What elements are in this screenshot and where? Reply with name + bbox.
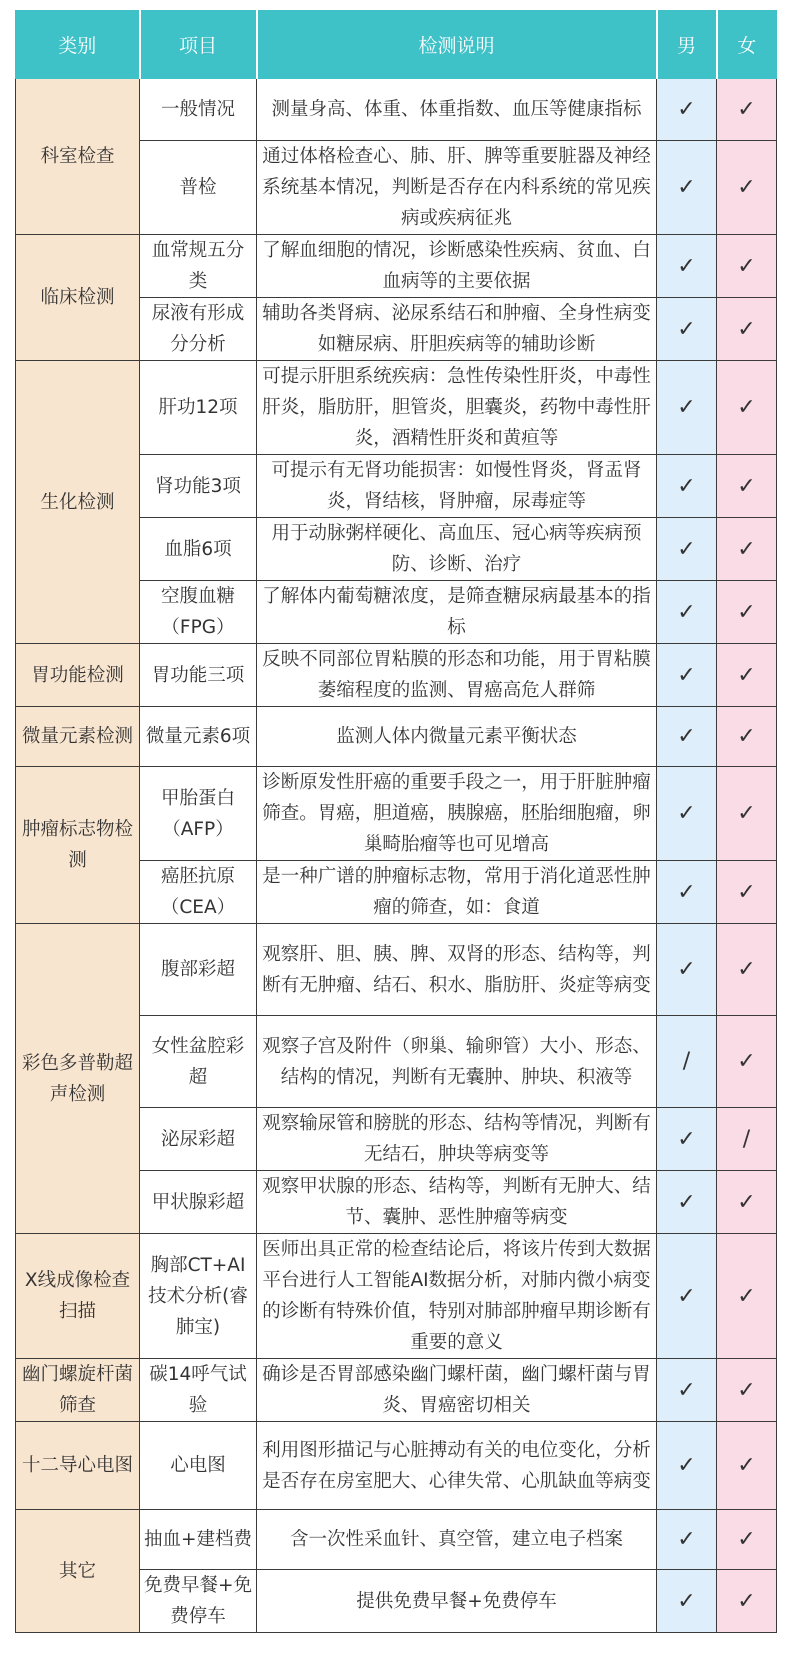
female-mark: ✓ [717, 361, 777, 455]
male-mark: ✓ [657, 361, 717, 455]
category-cell: 彩色多普勒超声检测 [16, 924, 140, 1234]
female-mark: ✓ [717, 235, 777, 298]
table-row [16, 924, 777, 1016]
description-cell: 了解血细胞的情况，诊断感染性疾病、贫血、白血病等的主要依据 [257, 235, 657, 298]
table-row [16, 644, 777, 707]
item-cell: 血常规五分类 [140, 235, 257, 298]
header-category: 类别 [16, 11, 140, 79]
description-cell: 用于动脉粥样硬化、高血压、冠心病等疾病预防、诊断、治疗 [257, 518, 657, 581]
table-row [16, 1234, 777, 1359]
table-header-row [16, 11, 777, 79]
description-cell: 观察子宫及附件（卵巢、输卵管）大小、形态、结构的情况，判断有无囊肿、肿块、积液等 [257, 1016, 657, 1108]
male-mark: ✓ [657, 644, 717, 707]
item-cell: 尿液有形成分分析 [140, 298, 257, 361]
category-cell: 生化检测 [16, 361, 140, 644]
description-cell: 观察甲状腺的形态、结构等，判断有无肿大、结节、囊肿、恶性肿瘤等病变 [257, 1171, 657, 1234]
description-cell: 利用图形描记与心脏搏动有关的电位变化，分析是否存在房室肥大、心律失常、心肌缺血等病变 [257, 1422, 657, 1510]
category-cell: 微量元素检测 [16, 707, 140, 767]
description-cell: 监测人体内微量元素平衡状态 [257, 707, 657, 767]
description-cell: 测量身高、体重、体重指数、血压等健康指标 [257, 79, 657, 141]
female-mark: ✓ [717, 924, 777, 1016]
table-row [16, 1422, 777, 1510]
item-cell: 胃功能三项 [140, 644, 257, 707]
male-mark: ✓ [657, 1108, 717, 1171]
table-row [16, 767, 777, 861]
item-cell: 腹部彩超 [140, 924, 257, 1016]
male-mark: ✓ [657, 298, 717, 361]
male-mark: ✓ [657, 455, 717, 518]
male-mark: ✓ [657, 235, 717, 298]
item-cell: 肝功12项 [140, 361, 257, 455]
male-mark: ✓ [657, 767, 717, 861]
female-mark: ✓ [717, 644, 777, 707]
male-mark: ✓ [657, 79, 717, 141]
male-mark: ✓ [657, 924, 717, 1016]
category-cell: 胃功能检测 [16, 644, 140, 707]
female-mark: ✓ [717, 861, 777, 924]
item-cell: 抽血+建档费 [140, 1510, 257, 1570]
male-mark: ✓ [657, 1234, 717, 1359]
header-female: 女 [717, 11, 777, 79]
table-row [16, 1510, 777, 1570]
description-cell: 反映不同部位胃粘膜的形态和功能，用于胃粘膜萎缩程度的监测、胃癌高危人群筛 [257, 644, 657, 707]
female-mark: ✓ [717, 1510, 777, 1570]
description-cell: 通过体格检查心、肺、肝、脾等重要脏器及神经系统基本情况，判断是否存在内科系统的常见疾病或疾病征兆 [257, 141, 657, 235]
category-cell: 肿瘤标志物检测 [16, 767, 140, 924]
female-mark: ✓ [717, 518, 777, 581]
female-mark: ✓ [717, 455, 777, 518]
male-mark: ✓ [657, 861, 717, 924]
male-mark: ✓ [657, 1359, 717, 1422]
female-mark: ✓ [717, 767, 777, 861]
female-mark: ✓ [717, 1359, 777, 1422]
checkup-table [15, 10, 777, 1633]
male-mark: ✓ [657, 1510, 717, 1570]
item-cell: 碳14呼气试验 [140, 1359, 257, 1422]
category-cell: X线成像检查扫描 [16, 1234, 140, 1359]
item-cell: 血脂6项 [140, 518, 257, 581]
male-mark: ✓ [657, 141, 717, 235]
table-row [16, 1359, 777, 1422]
item-cell: 心电图 [140, 1422, 257, 1510]
female-mark: ✓ [717, 581, 777, 644]
item-cell: 癌胚抗原（CEA） [140, 861, 257, 924]
description-cell: 含一次性采血针、真空管，建立电子档案 [257, 1510, 657, 1570]
category-cell: 其它 [16, 1510, 140, 1633]
table-body [16, 79, 777, 1633]
item-cell: 一般情况 [140, 79, 257, 141]
description-cell: 可提示肝胆系统疾病：急性传染性肝炎，中毒性肝炎，脂肪肝，胆管炎，胆囊炎，药物中毒性肝炎，酒精性肝炎和黄疸等 [257, 361, 657, 455]
description-cell: 辅助各类肾病、泌尿系结石和肿瘤、全身性病变如糖尿病、肝胆疾病等的辅助诊断 [257, 298, 657, 361]
item-cell: 肾功能3项 [140, 455, 257, 518]
female-mark: ✓ [717, 1016, 777, 1108]
male-mark: ✓ [657, 518, 717, 581]
female-mark: ✓ [717, 1171, 777, 1234]
item-cell: 普检 [140, 141, 257, 235]
female-mark: ✓ [717, 298, 777, 361]
table-row [16, 707, 777, 767]
description-cell: 可提示有无肾功能损害：如慢性肾炎，肾盂肾炎，肾结核，肾肿瘤，尿毒症等 [257, 455, 657, 518]
male-mark: ✓ [657, 1570, 717, 1633]
female-mark: ✓ [717, 707, 777, 767]
female-mark: ✓ [717, 1570, 777, 1633]
female-mark: ✓ [717, 79, 777, 141]
header-item: 项目 [140, 11, 257, 79]
description-cell: 诊断原发性肝癌的重要手段之一，用于肝脏肿瘤筛查。胃癌，胆道癌，胰腺癌，胚胎细胞瘤，卵巢畸胎瘤等也可见增高 [257, 767, 657, 861]
item-cell: 泌尿彩超 [140, 1108, 257, 1171]
male-mark: ✓ [657, 1171, 717, 1234]
category-cell: 科室检查 [16, 79, 140, 235]
description-cell: 是一种广谱的肿瘤标志物，常用于消化道恶性肿瘤的筛查，如：食道 [257, 861, 657, 924]
header-description: 检测说明 [257, 11, 657, 79]
description-cell: 观察输尿管和膀胱的形态、结构等情况，判断有无结石，肿块等病变等 [257, 1108, 657, 1171]
female-mark: ✓ [717, 1422, 777, 1510]
item-cell: 甲胎蛋白（AFP） [140, 767, 257, 861]
item-cell: 空腹血糖（FPG） [140, 581, 257, 644]
header-male: 男 [657, 11, 717, 79]
table-row [16, 361, 777, 455]
table-row [16, 79, 777, 141]
category-cell: 十二导心电图 [16, 1422, 140, 1510]
description-cell: 观察肝、胆、胰、脾、双肾的形态、结构等，判断有无肿瘤、结石、积水、脂肪肝、炎症等病变 [257, 924, 657, 1016]
category-cell: 临床检测 [16, 235, 140, 361]
item-cell: 甲状腺彩超 [140, 1171, 257, 1234]
male-mark: ✓ [657, 707, 717, 767]
item-cell: 胸部CT+AI技术分析(睿肺宝) [140, 1234, 257, 1359]
female-mark: / [717, 1108, 777, 1171]
male-mark: ✓ [657, 581, 717, 644]
description-cell: 了解体内葡萄糖浓度，是筛查糖尿病最基本的指标 [257, 581, 657, 644]
item-cell: 免费早餐+免费停车 [140, 1570, 257, 1633]
male-mark: ✓ [657, 1422, 717, 1510]
category-cell: 幽门螺旋杆菌筛查 [16, 1359, 140, 1422]
female-mark: ✓ [717, 1234, 777, 1359]
female-mark: ✓ [717, 141, 777, 235]
item-cell: 女性盆腔彩超 [140, 1016, 257, 1108]
description-cell: 提供免费早餐+免费停车 [257, 1570, 657, 1633]
item-cell: 微量元素6项 [140, 707, 257, 767]
description-cell: 医师出具正常的检查结论后，将该片传到大数据平台进行人工智能AI数据分析，对肺内微小病变的诊断有特殊价值，特别对肺部肿瘤早期诊断有重要的意义 [257, 1234, 657, 1359]
description-cell: 确诊是否胃部感染幽门螺杆菌，幽门螺杆菌与胃炎、胃癌密切相关 [257, 1359, 657, 1422]
male-mark: / [657, 1016, 717, 1108]
table-row [16, 235, 777, 298]
